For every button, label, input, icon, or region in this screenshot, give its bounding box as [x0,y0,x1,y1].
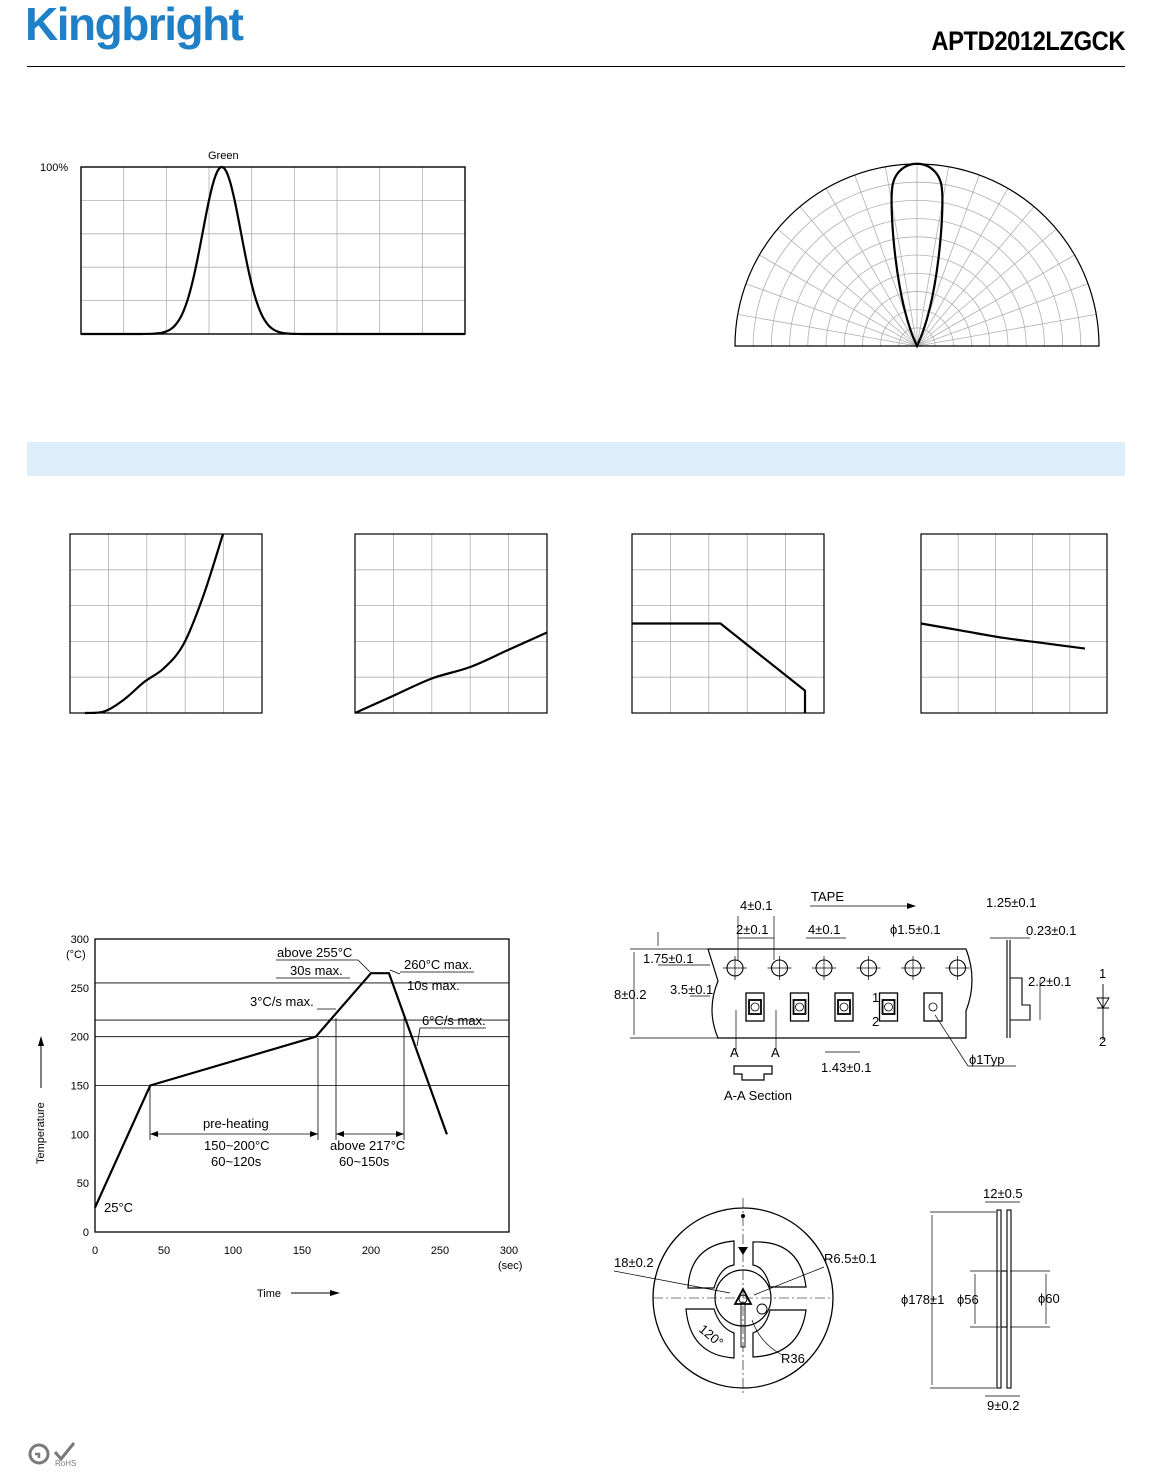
characteristic-curve-4 [921,624,1085,649]
label-above-217-time: 60~150s [339,1154,390,1169]
pin-1-label: 1 [872,990,880,1005]
reflow-x-unit: (sec) [498,1260,523,1272]
dim-2-2: 2.2±0.1 [1028,974,1072,989]
rohs-icon [28,1440,88,1470]
label-260-max: 260°C max. [404,957,473,972]
dim-reel-12: 12±0.5 [983,1186,1023,1201]
characteristic-chart-3 [630,532,828,716]
label-preheating: pre-heating [203,1116,269,1131]
label-start-temp: 25°C [104,1200,134,1215]
dim-0-23: 0.23±0.1 [1026,923,1077,938]
spectrum-series-label: Green [208,150,239,162]
characteristic-chart-4 [919,532,1111,716]
reflow-y-unit: (°C) [66,949,86,961]
radiation-pattern-chart [730,150,1105,350]
diode-pin-1: 1 [1099,966,1107,981]
reflow-x-label: Time [257,1288,282,1300]
label-10s-max: 10s max. [407,978,460,993]
rohs-label: RoHS [55,1459,77,1468]
reflow-x-tick: 200 [361,1245,381,1257]
label-above-255: above 255°C [277,945,353,960]
reflow-x-tick: 150 [292,1245,312,1257]
pin-2-label: 2 [872,1014,880,1029]
characteristic-curve-3 [632,624,805,714]
reflow-profile-chart [28,928,538,1308]
tape-label: TAPE [811,889,844,904]
reflow-x-tick: 300 [499,1245,519,1257]
reflow-x-tick: 100 [223,1245,243,1257]
dim-reel-9: 9±0.2 [987,1398,1020,1413]
characteristic-curve-2 [355,633,547,714]
reflow-x-tick: 50 [157,1245,171,1257]
dim-pitch-4a: 4±0.1 [740,898,773,913]
reel-drawing [610,1185,1120,1420]
part-number: APTD2012LZGCK [931,26,1125,56]
reflow-y-tick: 0 [82,1227,89,1239]
section-label: A-A Section [724,1088,792,1103]
section-mark-a1: A [730,1045,739,1060]
dim-hole: ϕ1.5±0.1 [890,922,941,937]
dim-reel-r6-5: R6.5±0.1 [824,1251,877,1266]
label-ramp-6: 6°C/s max. [422,1013,486,1028]
dim-reel-120: 120° [696,1321,727,1351]
reflow-y-tick: 150 [70,1080,89,1093]
dim-3-5: 3.5±0.1 [670,982,714,997]
reflow-y-label: Temperature [35,1102,47,1164]
dim-8: 8±0.2 [614,987,647,1002]
label-preheat-time: 60~120s [211,1154,262,1169]
reflow-y-tick: 250 [70,982,89,995]
section-band [27,442,1125,476]
spectrum-curve [81,167,465,334]
reflow-x-tick: 250 [430,1245,450,1257]
dim-reel-60: ϕ60 [1038,1291,1060,1306]
dim-pitch-4b: 4±0.1 [808,922,841,937]
section-mark-a2: A [771,1045,780,1060]
reflow-y-tick: 100 [70,1129,89,1142]
characteristic-curve-1 [85,534,223,713]
label-30s-max: 30s max. [290,963,343,978]
diode-pin-2: 2 [1099,1034,1107,1049]
spectrum-chart [30,140,480,350]
dim-1-43: 1.43±0.1 [821,1060,872,1075]
reflow-y-tick: 50 [76,1178,89,1191]
dim-reel-178: ϕ178±1 [901,1292,945,1307]
dim-reel-56: ϕ56 [957,1292,979,1307]
label-preheat-range: 150~200°C [204,1138,270,1153]
characteristic-chart-1 [68,532,266,716]
dim-1-25: 1.25±0.1 [986,895,1037,910]
dim-reel-r36: R36 [781,1351,805,1366]
reflow-y-tick: 200 [70,1031,89,1044]
header-rule [27,66,1125,67]
spectrum-y-top-label: 100% [40,162,69,174]
dim-pitch-2: 2±0.1 [736,922,769,937]
label-ramp-3: 3°C/s max. [250,994,314,1009]
reflow-x-tick: 0 [91,1245,99,1257]
dim-reel-18: 18±0.2 [614,1255,654,1270]
dim-1-typ: ϕ1Typ [969,1052,1005,1067]
characteristic-chart-2 [353,532,551,716]
tape-drawing [610,880,1110,1112]
reflow-y-tick: 300 [70,934,89,946]
kingbright-logo: Kingbright [25,0,243,50]
dim-1-75: 1.75±0.1 [643,951,694,966]
label-above-217: above 217°C [330,1138,406,1153]
